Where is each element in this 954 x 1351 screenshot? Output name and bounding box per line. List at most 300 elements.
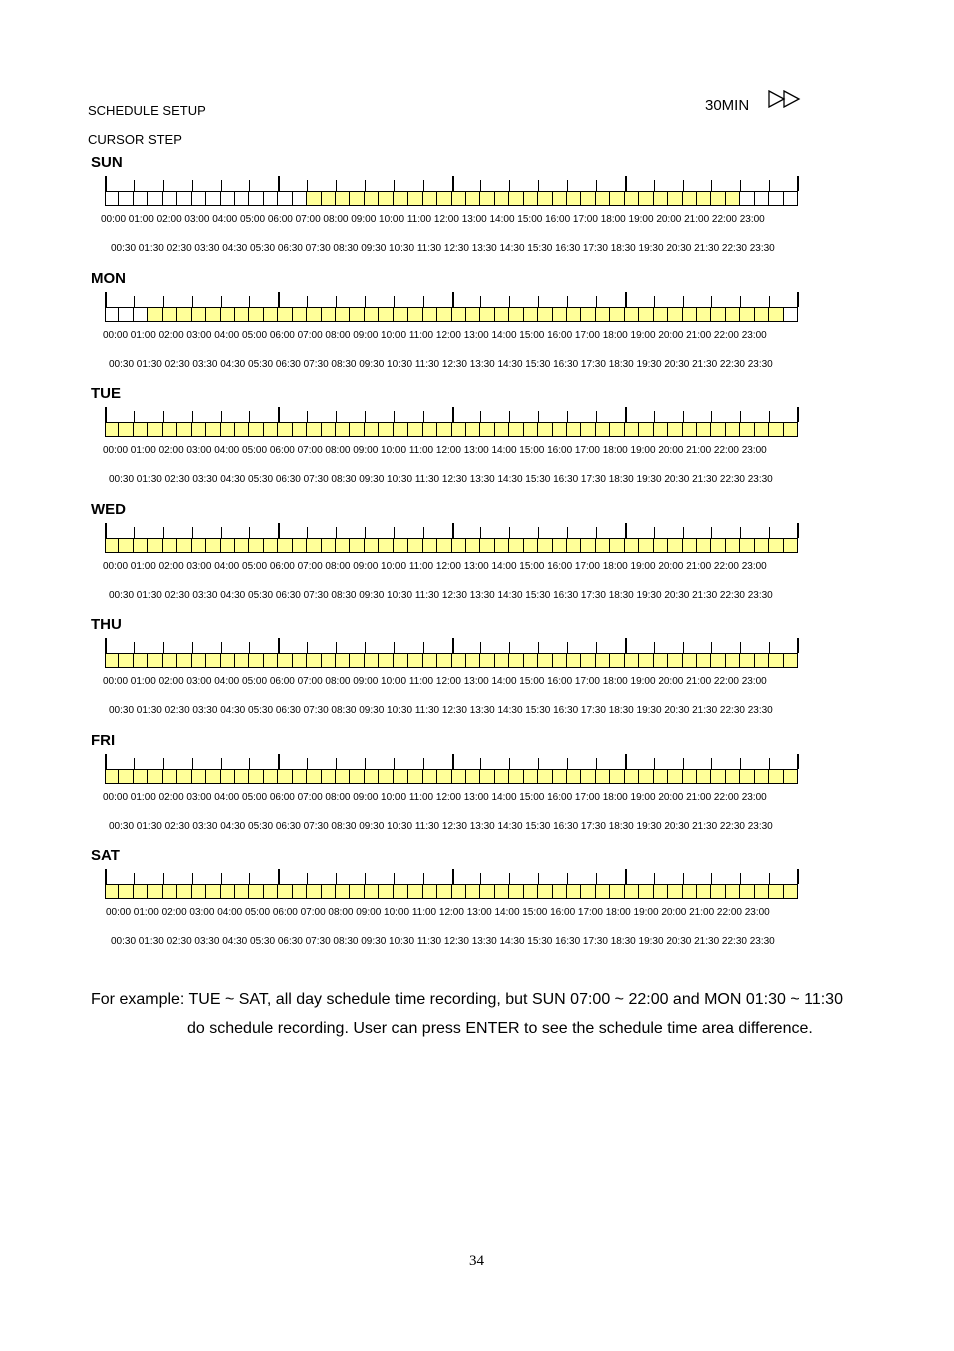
time-slot-cell[interactable] (610, 538, 624, 553)
schedule-track-sat[interactable] (105, 869, 798, 899)
time-slot-cell[interactable] (654, 191, 668, 206)
time-slot-cell[interactable] (134, 191, 148, 206)
time-slot-cell[interactable] (697, 307, 711, 322)
time-slot-cell[interactable] (697, 422, 711, 437)
time-slot-cell[interactable] (596, 191, 610, 206)
time-slot-cell[interactable] (235, 307, 249, 322)
time-slot-cell[interactable] (148, 769, 162, 784)
time-slot-cell[interactable] (480, 884, 494, 899)
time-slot-cell[interactable] (581, 538, 595, 553)
time-slot-cell[interactable] (567, 422, 581, 437)
time-slot-cell[interactable] (567, 769, 581, 784)
time-slot-cell[interactable] (278, 653, 292, 668)
time-slot-cell[interactable] (755, 422, 769, 437)
time-slot-cell[interactable] (293, 769, 307, 784)
time-slot-cell[interactable] (307, 769, 321, 784)
time-slot-cell[interactable] (452, 653, 466, 668)
time-slot-cell[interactable] (350, 307, 364, 322)
time-slot-cell[interactable] (278, 884, 292, 899)
time-slot-cell[interactable] (148, 653, 162, 668)
time-slot-cell[interactable] (495, 422, 509, 437)
time-slot-cell[interactable] (249, 307, 263, 322)
time-slot-cell[interactable] (350, 191, 364, 206)
time-slot-cell[interactable] (697, 653, 711, 668)
time-slot-cell[interactable] (423, 422, 437, 437)
time-slot-cell[interactable] (495, 884, 509, 899)
time-slot-cell[interactable] (105, 653, 119, 668)
time-slot-cell[interactable] (596, 307, 610, 322)
time-slot-cell[interactable] (264, 422, 278, 437)
time-slot-cell[interactable] (711, 653, 725, 668)
time-slot-cell[interactable] (437, 653, 451, 668)
time-slot-cell[interactable] (726, 653, 740, 668)
time-slot-cell[interactable] (668, 769, 682, 784)
time-slot-cell[interactable] (509, 653, 523, 668)
time-slot-cell[interactable] (105, 884, 119, 899)
time-slot-cell[interactable] (278, 422, 292, 437)
time-slot-cell[interactable] (495, 653, 509, 668)
schedule-track-tue[interactable] (105, 407, 798, 437)
time-slot-cell[interactable] (509, 307, 523, 322)
time-slot-cell[interactable] (509, 422, 523, 437)
time-slot-cell[interactable] (105, 307, 119, 322)
time-slot-cell[interactable] (177, 422, 191, 437)
time-slot-cell[interactable] (206, 653, 220, 668)
time-slot-cell[interactable] (177, 769, 191, 784)
time-slot-cell[interactable] (249, 884, 263, 899)
time-slot-cell[interactable] (495, 769, 509, 784)
time-slot-cell[interactable] (177, 538, 191, 553)
time-slot-cell[interactable] (668, 191, 682, 206)
time-slot-cell[interactable] (654, 769, 668, 784)
time-slot-cell[interactable] (509, 191, 523, 206)
time-slot-cell[interactable] (639, 307, 653, 322)
time-slot-cell[interactable] (163, 653, 177, 668)
time-slot-cell[interactable] (711, 191, 725, 206)
time-slot-cell[interactable] (365, 538, 379, 553)
time-slot-cell[interactable] (726, 307, 740, 322)
time-slot-cell[interactable] (567, 307, 581, 322)
time-slot-cell[interactable] (711, 538, 725, 553)
time-slot-cell[interactable] (134, 538, 148, 553)
time-slot-cell[interactable] (293, 653, 307, 668)
time-slot-cell[interactable] (394, 422, 408, 437)
time-slot-cell[interactable] (394, 307, 408, 322)
time-slot-cell[interactable] (466, 307, 480, 322)
time-slot-cell[interactable] (336, 422, 350, 437)
time-slot-cell[interactable] (639, 884, 653, 899)
time-slot-cell[interactable] (192, 538, 206, 553)
time-slot-cell[interactable] (177, 307, 191, 322)
time-slot-cell[interactable] (221, 538, 235, 553)
time-slot-cell[interactable] (365, 884, 379, 899)
time-slot-cell[interactable] (610, 884, 624, 899)
time-slot-cell[interactable] (639, 769, 653, 784)
time-slot-cell[interactable] (221, 884, 235, 899)
time-slot-cell[interactable] (105, 769, 119, 784)
time-slot-cell[interactable] (625, 538, 639, 553)
time-slot-cell[interactable] (639, 653, 653, 668)
time-slot-cell[interactable] (206, 422, 220, 437)
time-slot-cell[interactable] (119, 653, 133, 668)
time-slot-cell[interactable] (553, 653, 567, 668)
time-slot-cell[interactable] (264, 884, 278, 899)
time-slot-cell[interactable] (553, 422, 567, 437)
time-slot-cell[interactable] (163, 422, 177, 437)
time-slot-cell[interactable] (177, 884, 191, 899)
time-slot-cell[interactable] (134, 884, 148, 899)
time-slot-cell[interactable] (408, 191, 422, 206)
time-slot-cell[interactable] (683, 769, 697, 784)
time-slot-cell[interactable] (784, 769, 798, 784)
time-slot-cell[interactable] (134, 769, 148, 784)
time-slot-cell[interactable] (509, 884, 523, 899)
time-slot-cell[interactable] (596, 538, 610, 553)
time-slot-cell[interactable] (755, 653, 769, 668)
time-slot-cell[interactable] (697, 538, 711, 553)
time-slot-cell[interactable] (119, 769, 133, 784)
time-slot-cell[interactable] (784, 884, 798, 899)
time-slot-cell[interactable] (394, 653, 408, 668)
time-slot-cell[interactable] (206, 307, 220, 322)
time-slot-cell[interactable] (683, 653, 697, 668)
time-slot-cell[interactable] (350, 653, 364, 668)
time-slot-cell[interactable] (625, 307, 639, 322)
time-slot-cell[interactable] (105, 538, 119, 553)
time-slot-cell[interactable] (408, 653, 422, 668)
time-slot-cell[interactable] (408, 422, 422, 437)
time-slot-cell[interactable] (740, 191, 754, 206)
time-slot-cell[interactable] (394, 769, 408, 784)
time-slot-cell[interactable] (784, 422, 798, 437)
time-slot-cell[interactable] (119, 884, 133, 899)
time-slot-cell[interactable] (726, 191, 740, 206)
time-slot-cell[interactable] (119, 538, 133, 553)
time-slot-cell[interactable] (350, 538, 364, 553)
time-slot-cell[interactable] (466, 538, 480, 553)
time-slot-cell[interactable] (740, 769, 754, 784)
time-slot-cell[interactable] (726, 422, 740, 437)
time-slot-cell[interactable] (206, 769, 220, 784)
time-slot-cell[interactable] (639, 422, 653, 437)
time-slot-cell[interactable] (336, 191, 350, 206)
time-slot-cell[interactable] (336, 653, 350, 668)
time-slot-cell[interactable] (221, 769, 235, 784)
time-slot-cell[interactable] (134, 422, 148, 437)
time-slot-cell[interactable] (610, 422, 624, 437)
time-slot-cell[interactable] (293, 307, 307, 322)
time-slot-cell[interactable] (740, 538, 754, 553)
time-slot-cell[interactable] (437, 422, 451, 437)
time-slot-cell[interactable] (740, 307, 754, 322)
time-slot-cell[interactable] (105, 191, 119, 206)
time-slot-cell[interactable] (610, 307, 624, 322)
time-slot-cell[interactable] (452, 191, 466, 206)
time-slot-cell[interactable] (668, 884, 682, 899)
time-slot-cell[interactable] (249, 769, 263, 784)
time-slot-cell[interactable] (683, 884, 697, 899)
time-slot-cell[interactable] (466, 422, 480, 437)
time-slot-cell[interactable] (639, 538, 653, 553)
time-slot-cell[interactable] (755, 538, 769, 553)
time-slot-cell[interactable] (148, 422, 162, 437)
time-slot-cell[interactable] (105, 422, 119, 437)
time-slot-cell[interactable] (278, 538, 292, 553)
time-slot-cell[interactable] (755, 307, 769, 322)
time-slot-cell[interactable] (322, 884, 336, 899)
time-slot-cell[interactable] (322, 422, 336, 437)
time-slot-cell[interactable] (249, 538, 263, 553)
time-slot-cell[interactable] (235, 191, 249, 206)
time-slot-cell[interactable] (293, 884, 307, 899)
time-slot-cell[interactable] (553, 307, 567, 322)
time-slot-cell[interactable] (524, 769, 538, 784)
time-slot-cell[interactable] (654, 422, 668, 437)
time-slot-cell[interactable] (711, 769, 725, 784)
time-slot-cell[interactable] (452, 769, 466, 784)
time-slot-cell[interactable] (567, 191, 581, 206)
time-slot-cell[interactable] (668, 653, 682, 668)
time-slot-cell[interactable] (581, 307, 595, 322)
time-slot-cell[interactable] (148, 191, 162, 206)
time-slot-cell[interactable] (322, 769, 336, 784)
time-slot-cell[interactable] (480, 307, 494, 322)
time-slot-cell[interactable] (480, 653, 494, 668)
time-slot-cell[interactable] (538, 769, 552, 784)
time-slot-cell[interactable] (437, 538, 451, 553)
time-slot-cell[interactable] (307, 884, 321, 899)
time-slot-cell[interactable] (408, 538, 422, 553)
time-slot-cell[interactable] (206, 884, 220, 899)
time-slot-cell[interactable] (538, 653, 552, 668)
time-slot-cell[interactable] (654, 538, 668, 553)
time-slot-cell[interactable] (437, 191, 451, 206)
time-slot-cell[interactable] (466, 884, 480, 899)
time-slot-cell[interactable] (466, 653, 480, 668)
time-slot-cell[interactable] (495, 191, 509, 206)
time-slot-cell[interactable] (307, 191, 321, 206)
time-slot-cell[interactable] (538, 422, 552, 437)
time-slot-cell[interactable] (697, 769, 711, 784)
time-slot-cell[interactable] (350, 422, 364, 437)
time-slot-cell[interactable] (423, 884, 437, 899)
time-slot-cell[interactable] (221, 191, 235, 206)
time-slot-cell[interactable] (625, 422, 639, 437)
time-slot-cell[interactable] (408, 307, 422, 322)
time-slot-cell[interactable] (423, 653, 437, 668)
time-slot-cell[interactable] (119, 191, 133, 206)
time-slot-cell[interactable] (683, 307, 697, 322)
time-slot-cell[interactable] (581, 422, 595, 437)
time-slot-cell[interactable] (177, 191, 191, 206)
time-slot-cell[interactable] (553, 191, 567, 206)
time-slot-cell[interactable] (350, 884, 364, 899)
time-slot-cell[interactable] (480, 538, 494, 553)
time-slot-cell[interactable] (235, 538, 249, 553)
time-slot-cell[interactable] (509, 769, 523, 784)
time-slot-cell[interactable] (134, 307, 148, 322)
time-slot-cell[interactable] (480, 191, 494, 206)
time-slot-cell[interactable] (235, 653, 249, 668)
time-slot-cell[interactable] (163, 191, 177, 206)
time-slot-cell[interactable] (221, 422, 235, 437)
time-slot-cell[interactable] (596, 884, 610, 899)
time-slot-cell[interactable] (683, 422, 697, 437)
time-slot-cell[interactable] (192, 422, 206, 437)
time-slot-cell[interactable] (365, 422, 379, 437)
time-slot-cell[interactable] (654, 653, 668, 668)
time-slot-cell[interactable] (553, 769, 567, 784)
time-slot-cell[interactable] (466, 769, 480, 784)
time-slot-cell[interactable] (437, 307, 451, 322)
schedule-track-thu[interactable] (105, 638, 798, 668)
time-slot-cell[interactable] (610, 191, 624, 206)
time-slot-cell[interactable] (755, 769, 769, 784)
fast-forward-icon[interactable] (768, 90, 802, 108)
time-slot-cell[interactable] (423, 538, 437, 553)
time-slot-cell[interactable] (581, 191, 595, 206)
time-slot-cell[interactable] (192, 884, 206, 899)
time-slot-cell[interactable] (307, 422, 321, 437)
time-slot-cell[interactable] (394, 191, 408, 206)
time-slot-cell[interactable] (596, 422, 610, 437)
time-slot-cell[interactable] (365, 307, 379, 322)
time-slot-cell[interactable] (192, 307, 206, 322)
time-slot-cell[interactable] (711, 422, 725, 437)
time-slot-cell[interactable] (264, 538, 278, 553)
time-slot-cell[interactable] (466, 191, 480, 206)
time-slot-cell[interactable] (654, 884, 668, 899)
time-slot-cell[interactable] (755, 191, 769, 206)
time-slot-cell[interactable] (408, 769, 422, 784)
cursor-step-value[interactable]: 30MIN (705, 97, 750, 114)
time-slot-cell[interactable] (625, 769, 639, 784)
time-slot-cell[interactable] (769, 307, 783, 322)
time-slot-cell[interactable] (264, 653, 278, 668)
time-slot-cell[interactable] (278, 769, 292, 784)
time-slot-cell[interactable] (769, 884, 783, 899)
time-slot-cell[interactable] (480, 769, 494, 784)
time-slot-cell[interactable] (163, 307, 177, 322)
time-slot-cell[interactable] (683, 538, 697, 553)
time-slot-cell[interactable] (379, 191, 393, 206)
time-slot-cell[interactable] (264, 191, 278, 206)
time-slot-cell[interactable] (538, 191, 552, 206)
time-slot-cell[interactable] (365, 769, 379, 784)
time-slot-cell[interactable] (379, 653, 393, 668)
time-slot-cell[interactable] (697, 884, 711, 899)
schedule-track-sun[interactable] (105, 176, 798, 206)
time-slot-cell[interactable] (119, 307, 133, 322)
time-slot-cell[interactable] (163, 538, 177, 553)
time-slot-cell[interactable] (221, 307, 235, 322)
time-slot-cell[interactable] (538, 538, 552, 553)
time-slot-cell[interactable] (495, 307, 509, 322)
time-slot-cell[interactable] (379, 769, 393, 784)
time-slot-cell[interactable] (480, 422, 494, 437)
time-slot-cell[interactable] (336, 769, 350, 784)
time-slot-cell[interactable] (350, 769, 364, 784)
time-slot-cell[interactable] (379, 307, 393, 322)
time-slot-cell[interactable] (148, 538, 162, 553)
time-slot-cell[interactable] (769, 653, 783, 668)
time-slot-cell[interactable] (610, 653, 624, 668)
time-slot-cell[interactable] (654, 307, 668, 322)
time-slot-cell[interactable] (668, 307, 682, 322)
time-slot-cell[interactable] (379, 422, 393, 437)
time-slot-cell[interactable] (394, 884, 408, 899)
time-slot-cell[interactable] (336, 307, 350, 322)
time-slot-cell[interactable] (336, 884, 350, 899)
time-slot-cell[interactable] (206, 191, 220, 206)
time-slot-cell[interactable] (119, 422, 133, 437)
time-slot-cell[interactable] (553, 538, 567, 553)
time-slot-cell[interactable] (452, 307, 466, 322)
time-slot-cell[interactable] (177, 653, 191, 668)
time-slot-cell[interactable] (625, 884, 639, 899)
time-slot-cell[interactable] (134, 653, 148, 668)
time-slot-cell[interactable] (711, 307, 725, 322)
time-slot-cell[interactable] (538, 307, 552, 322)
time-slot-cell[interactable] (293, 538, 307, 553)
time-slot-cell[interactable] (495, 538, 509, 553)
time-slot-cell[interactable] (524, 191, 538, 206)
time-slot-cell[interactable] (163, 769, 177, 784)
time-slot-cell[interactable] (249, 191, 263, 206)
time-slot-cell[interactable] (307, 653, 321, 668)
time-slot-cell[interactable] (293, 422, 307, 437)
time-slot-cell[interactable] (148, 307, 162, 322)
time-slot-cell[interactable] (235, 884, 249, 899)
time-slot-cell[interactable] (365, 191, 379, 206)
time-slot-cell[interactable] (639, 191, 653, 206)
time-slot-cell[interactable] (206, 538, 220, 553)
time-slot-cell[interactable] (581, 884, 595, 899)
schedule-track-fri[interactable] (105, 754, 798, 784)
time-slot-cell[interactable] (278, 191, 292, 206)
time-slot-cell[interactable] (423, 769, 437, 784)
time-slot-cell[interactable] (596, 769, 610, 784)
time-slot-cell[interactable] (567, 538, 581, 553)
time-slot-cell[interactable] (235, 422, 249, 437)
time-slot-cell[interactable] (784, 653, 798, 668)
time-slot-cell[interactable] (249, 422, 263, 437)
time-slot-cell[interactable] (726, 538, 740, 553)
time-slot-cell[interactable] (567, 884, 581, 899)
time-slot-cell[interactable] (452, 884, 466, 899)
time-slot-cell[interactable] (769, 769, 783, 784)
time-slot-cell[interactable] (769, 538, 783, 553)
time-slot-cell[interactable] (784, 538, 798, 553)
time-slot-cell[interactable] (264, 307, 278, 322)
time-slot-cell[interactable] (668, 422, 682, 437)
time-slot-cell[interactable] (148, 884, 162, 899)
time-slot-cell[interactable] (726, 884, 740, 899)
time-slot-cell[interactable] (322, 653, 336, 668)
time-slot-cell[interactable] (740, 653, 754, 668)
time-slot-cell[interactable] (452, 422, 466, 437)
time-slot-cell[interactable] (336, 538, 350, 553)
time-slot-cell[interactable] (249, 653, 263, 668)
time-slot-cell[interactable] (221, 653, 235, 668)
time-slot-cell[interactable] (322, 191, 336, 206)
time-slot-cell[interactable] (596, 653, 610, 668)
time-slot-cell[interactable] (524, 307, 538, 322)
time-slot-cell[interactable] (755, 884, 769, 899)
time-slot-cell[interactable] (524, 422, 538, 437)
time-slot-cell[interactable] (437, 769, 451, 784)
time-slot-cell[interactable] (553, 884, 567, 899)
